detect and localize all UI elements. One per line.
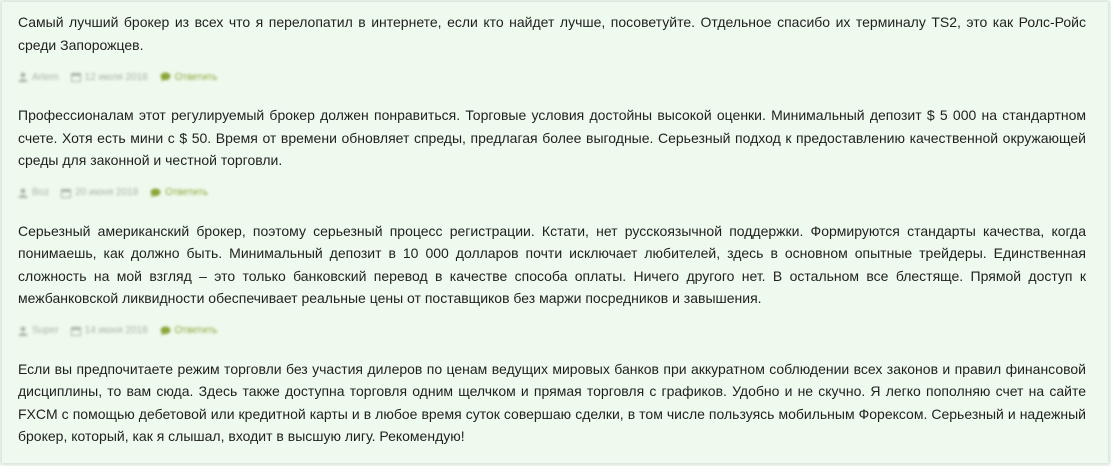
reply-label: Ответить xyxy=(174,71,218,83)
review-item xyxy=(18,358,1086,448)
reply-link[interactable] xyxy=(150,187,208,198)
review-item xyxy=(18,11,1086,86)
review-text: Профессионалам этот регулируемый брокер должен понравиться. Торговые условия достойны высокой оценки. Минимальный депозит $ 5 000 на стандартном счете. Хотя есть мини с $ 50. Время от времени обновляет спреды, предлагая более выгодные. Серьезный подход к предоставлению качественной окружающей среды для законной и честной торговли. xyxy=(18,107,1086,168)
review-date xyxy=(71,325,148,336)
author-name: Boz xyxy=(32,187,50,198)
reply-link[interactable] xyxy=(160,325,218,336)
author-name: Artem xyxy=(32,71,59,83)
review-date xyxy=(71,72,148,83)
review-text: Серьезный американский брокер, поэтому серьезный процесс регистрации. Кстати, нет русскоязычной поддержки. Формируются стандарты качества, когда понимаешь, как должно быть. Минимальный депозит в 10 000 долларов почти исключает любителей, здесь в основном опытные трейдеры. Единственная сложность на мой взгляд – это только банковский перевод в качестве способа оплаты. Ничего другого нет. В остальном все блестяще. Прямой доступ к межбанковской ликвидности обеспечивает реальные цены от поставщиков без маржи посредников и завышения. xyxy=(18,222,1086,306)
comment-icon xyxy=(160,72,171,82)
calendar-icon xyxy=(71,72,81,82)
calendar-icon xyxy=(71,326,81,336)
reply-link[interactable] xyxy=(160,72,218,83)
review-text: Если вы предпочитаете режим торговли без участия дилеров по ценам ведущих мировых банков при аккуратном соблюдении всех законов и правил финансовой дисциплины, то вам сюда. Здесь также доступна торговля одним щелчком и прямая торговля с графиков. Удобно и не скучно. Я легко пополняю счет на сайте FXCM с помощью дебетовой или кредитной карты и в любое время суток совершаю сделки, в том числе пользуясь мобильным Форексом. Серьезный и надежный брокер, который, как я слышал, входит в высшую лигу. Рекомендую! xyxy=(18,360,1086,444)
review-meta xyxy=(18,184,1086,202)
review-meta xyxy=(18,322,1086,340)
date-text: 12 июля 2018 xyxy=(84,71,148,83)
review-text: Самый лучший брокер из всех что я перелопатил в интернете, если кто найдет лучше, посоветуйте. Отдельное спасибо их терминалу TS2, это как Ролс-Ройс среди Запорожцев. xyxy=(18,14,1086,53)
calendar-icon xyxy=(61,188,71,198)
review-author xyxy=(18,187,49,198)
review-author xyxy=(18,72,59,83)
comment-icon xyxy=(160,326,171,336)
user-icon xyxy=(18,188,28,198)
reviews-panel xyxy=(2,2,1108,463)
user-icon xyxy=(18,326,28,336)
user-icon xyxy=(18,72,28,82)
date-text: 20 июня 2018 xyxy=(75,187,139,198)
author-name: Super xyxy=(32,325,59,336)
reply-label: Ответить xyxy=(174,325,218,336)
date-text: 14 июня 2018 xyxy=(84,325,148,336)
review-date xyxy=(61,187,138,198)
review-item xyxy=(18,220,1086,340)
review-author xyxy=(18,325,59,336)
review-meta xyxy=(18,68,1086,86)
reply-label: Ответить xyxy=(165,187,208,198)
review-item xyxy=(18,104,1086,202)
comment-icon xyxy=(150,188,161,198)
